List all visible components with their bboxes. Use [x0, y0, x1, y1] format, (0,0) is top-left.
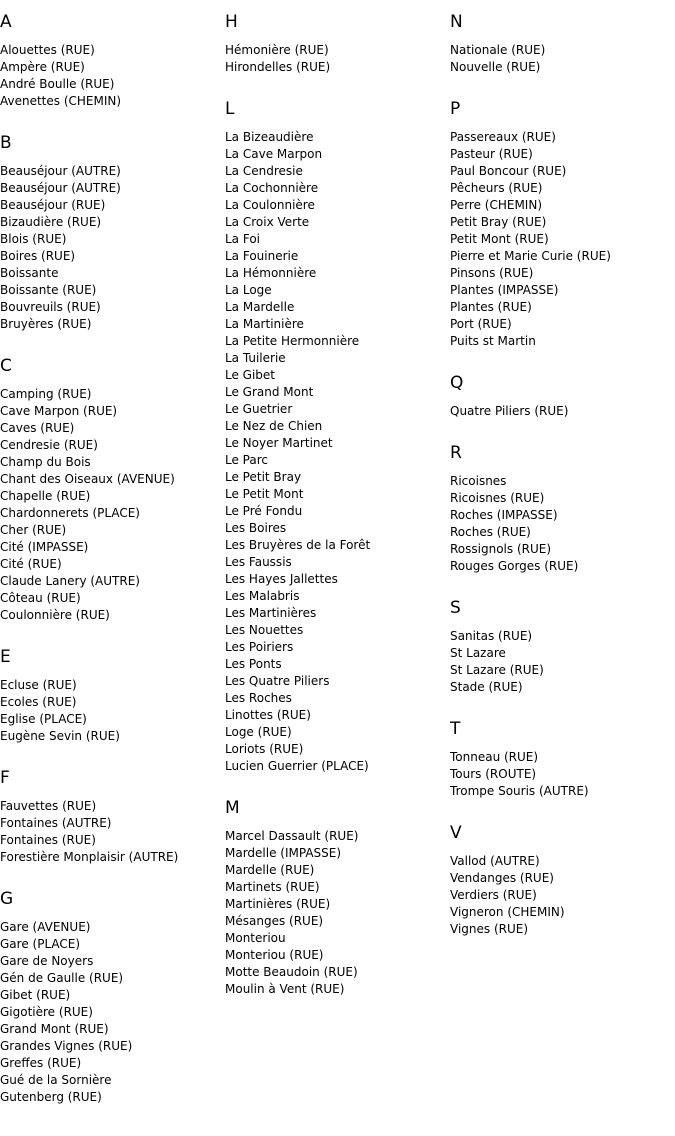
street-name: Cité (IMPASSE): [0, 540, 89, 554]
street-name: Vallod (AUTRE): [450, 854, 540, 868]
street-name: Les Faussis: [225, 555, 292, 569]
street-name: Coulonnière (RUE): [0, 608, 110, 622]
street-name: Beauséjour (RUE): [0, 198, 106, 212]
section-letter-heading: R: [450, 443, 462, 463]
street-name: Petit Bray (RUE): [450, 215, 547, 229]
street-name: Gén de Gaulle (RUE): [0, 971, 124, 985]
street-name: Chapelle (RUE): [0, 489, 91, 503]
section-letter-heading: V: [450, 823, 462, 843]
street-name: Vendanges (RUE): [450, 871, 554, 885]
street-name: La Martinière: [225, 317, 304, 331]
street-name: La Fouinerie: [225, 249, 299, 263]
section-letter-heading: S: [450, 598, 461, 618]
street-name: Pêcheurs (RUE): [450, 181, 543, 195]
street-name: Ecoles (RUE): [0, 695, 77, 709]
section-letter-heading: T: [450, 719, 461, 739]
index-column-1: [0, 0, 225, 1129]
street-name: Linottes (RUE): [225, 708, 311, 722]
section-letter-heading: C: [0, 356, 12, 376]
street-name: Quatre Piliers (RUE): [450, 404, 569, 418]
street-name: Camping (RUE): [0, 387, 92, 401]
section-letter-heading: E: [0, 647, 11, 667]
section-letter-heading: L: [225, 99, 235, 119]
street-name: Fauvettes (RUE): [0, 799, 97, 813]
street-name: La Croix Verte: [225, 215, 310, 229]
street-name: Hirondelles (RUE): [225, 60, 331, 74]
street-name: Gutenberg (RUE): [0, 1090, 102, 1104]
street-name: Les Bruyères de la Forêt: [225, 538, 371, 552]
street-list: [450, 628, 675, 696]
street-name: Vigneron (CHEMIN): [450, 905, 565, 919]
street-name: Bruyères (RUE): [0, 317, 92, 331]
street-name: Gare (PLACE): [0, 937, 81, 951]
street-list: [450, 473, 675, 575]
street-name: Gibet (RUE): [0, 988, 71, 1002]
street-name: Mardelle (RUE): [225, 863, 315, 877]
street-name: Ampère (RUE): [0, 60, 85, 74]
street-name: Fontaines (RUE): [0, 833, 96, 847]
street-name: Claude Lanery (AUTRE): [0, 574, 140, 588]
street-name: Passereaux (RUE): [450, 130, 556, 144]
street-name: Martinières (RUE): [225, 897, 331, 911]
street-name: Cave Marpon (RUE): [0, 404, 118, 418]
street-name: André Boulle (RUE): [0, 77, 115, 91]
section-letter-heading: H: [225, 12, 238, 32]
street-name: Stade (RUE): [450, 680, 523, 694]
street-list: [0, 677, 225, 745]
street-name: Paul Boncour (RUE): [450, 164, 567, 178]
street-name: Les Quatre Piliers: [225, 674, 330, 688]
street-name: La Tuilerie: [225, 351, 286, 365]
street-name: Pasteur (RUE): [450, 147, 533, 161]
street-name: Ricoisnes (RUE): [450, 491, 545, 505]
street-name: La Bizeaudière: [225, 130, 314, 144]
street-name: La Cave Marpon: [225, 147, 323, 161]
index-column-3: [450, 0, 675, 961]
street-name: Rossignols (RUE): [450, 542, 552, 556]
street-list: [450, 749, 675, 800]
street-name: Champ du Bois: [0, 455, 91, 469]
street-name: Moulin à Vent (RUE): [225, 982, 345, 996]
street-name: Tours (ROUTE): [450, 767, 537, 781]
letter-section-a: [0, 12, 225, 110]
letter-section-h: [225, 12, 450, 76]
street-name: Ecluse (RUE): [0, 678, 77, 692]
street-name: Loge (RUE): [225, 725, 292, 739]
street-name: Gué de la Sornière: [0, 1073, 112, 1087]
street-name: Les Poiriers: [225, 640, 294, 654]
street-name: Marcel Dassault (RUE): [225, 829, 359, 843]
street-name: Les Hayes Jallettes: [225, 572, 338, 586]
street-name: Les Malabris: [225, 589, 300, 603]
street-name: Blois (RUE): [0, 232, 67, 246]
letter-section-m: [225, 798, 450, 998]
section-letter-heading: F: [0, 768, 10, 788]
street-name: Sanitas (RUE): [450, 629, 533, 643]
street-list: [225, 129, 450, 775]
street-name: Caves (RUE): [0, 421, 75, 435]
street-name: La Foi: [225, 232, 261, 246]
street-name: Martinets (RUE): [225, 880, 320, 894]
street-name: Lucien Guerrier (PLACE): [225, 759, 369, 773]
street-list: [450, 403, 675, 420]
letter-section-b: [0, 133, 225, 333]
street-name: La Coulonnière: [225, 198, 315, 212]
street-name: Le Noyer Martinet: [225, 436, 333, 450]
street-name: Perre (CHEMIN): [450, 198, 542, 212]
street-name: Roches (RUE): [450, 525, 531, 539]
street-name: La Mardelle: [225, 300, 295, 314]
letter-section-v: [450, 823, 675, 938]
street-name: Le Petit Mont: [225, 487, 304, 501]
street-name: Alouettes (RUE): [0, 43, 95, 57]
street-name: Puits st Martin: [450, 334, 536, 348]
index-column-2: [225, 0, 450, 1021]
street-name: Beauséjour (AUTRE): [0, 181, 121, 195]
street-name: Tonneau (RUE): [450, 750, 539, 764]
street-name: Monteriou: [225, 931, 286, 945]
letter-section-l: [225, 99, 450, 775]
street-name: St Lazare: [450, 646, 506, 660]
street-name: La Loge: [225, 283, 272, 297]
section-letter-heading: G: [0, 889, 14, 909]
street-name: Boires (RUE): [0, 249, 76, 263]
street-name: Cher (RUE): [0, 523, 67, 537]
street-name: Bouvreuils (RUE): [0, 300, 101, 314]
section-letter-heading: N: [450, 12, 463, 32]
street-list: [0, 42, 225, 110]
street-name: Port (RUE): [450, 317, 512, 331]
street-name: Rouges Gorges (RUE): [450, 559, 579, 573]
street-name: Trompe Souris (AUTRE): [450, 784, 589, 798]
street-name: Cité (RUE): [0, 557, 62, 571]
street-name: Mardelle (IMPASSE): [225, 846, 342, 860]
street-name: Roches (IMPASSE): [450, 508, 558, 522]
street-name: Les Ponts: [225, 657, 282, 671]
street-name: Greffes (RUE): [0, 1056, 82, 1070]
letter-section-p: [450, 99, 675, 350]
letter-section-g: [0, 889, 225, 1106]
street-list: [0, 386, 225, 624]
street-name: Les Boires: [225, 521, 287, 535]
street-name: Eglise (PLACE): [0, 712, 87, 726]
street-name: Nouvelle (RUE): [450, 60, 541, 74]
street-list: [0, 919, 225, 1106]
street-list: [450, 129, 675, 350]
street-name: Ricoisnes: [450, 474, 507, 488]
street-name: Côteau (RUE): [0, 591, 81, 605]
street-name: Cendresie (RUE): [0, 438, 98, 452]
section-letter-heading: A: [0, 12, 12, 32]
street-list: [450, 853, 675, 938]
street-name: Les Nouettes: [225, 623, 304, 637]
street-list: [0, 163, 225, 333]
letter-section-n: [450, 12, 675, 76]
street-name: Pinsons (RUE): [450, 266, 534, 280]
street-name: Le Nez de Chien: [225, 419, 323, 433]
street-name: Monteriou (RUE): [225, 948, 324, 962]
letter-section-s: [450, 598, 675, 696]
street-name: Petit Mont (RUE): [450, 232, 549, 246]
street-name: Gare de Noyers: [0, 954, 94, 968]
street-name: Beauséjour (AUTRE): [0, 164, 121, 178]
letter-section-c: [0, 356, 225, 624]
street-name: Le Gibet: [225, 368, 276, 382]
street-name: Le Grand Mont: [225, 385, 314, 399]
section-letter-heading: M: [225, 798, 240, 818]
street-name: Chardonnerets (PLACE): [0, 506, 140, 520]
letter-section-e: [0, 647, 225, 745]
street-name: La Hémonnière: [225, 266, 317, 280]
street-name: Forestière Monplaisir (AUTRE): [0, 850, 179, 864]
street-name: Boissante: [0, 266, 59, 280]
section-letter-heading: P: [450, 99, 461, 119]
street-name: Loriots (RUE): [225, 742, 304, 756]
street-name: Plantes (RUE): [450, 300, 532, 314]
street-name: Gigotière (RUE): [0, 1005, 93, 1019]
street-list: [225, 828, 450, 998]
street-name: Les Martinières: [225, 606, 317, 620]
street-name: Plantes (IMPASSE): [450, 283, 559, 297]
street-name: Hémonière (RUE): [225, 43, 329, 57]
letter-section-t: [450, 719, 675, 800]
street-list: [225, 42, 450, 76]
street-name: Les Roches: [225, 691, 292, 705]
street-name: Le Pré Fondu: [225, 504, 303, 518]
street-name: Fontaines (AUTRE): [0, 816, 112, 830]
street-name: Motte Beaudoin (RUE): [225, 965, 358, 979]
street-name: Nationale (RUE): [450, 43, 546, 57]
letter-section-f: [0, 768, 225, 866]
street-name: Mésanges (RUE): [225, 914, 324, 928]
street-name: Le Petit Bray: [225, 470, 302, 484]
street-name: La Petite Hermonnière: [225, 334, 360, 348]
street-name: La Cendresie: [225, 164, 303, 178]
street-name: St Lazare (RUE): [450, 663, 544, 677]
letter-section-r: [450, 443, 675, 575]
street-name: Pierre et Marie Curie (RUE): [450, 249, 611, 263]
street-name: Chant des Oiseaux (AVENUE): [0, 472, 175, 486]
street-name: Vignes (RUE): [450, 922, 529, 936]
street-list: [0, 798, 225, 866]
street-name: Avenettes (CHEMIN): [0, 94, 122, 108]
street-name: Le Parc: [225, 453, 268, 467]
street-name: Grand Mont (RUE): [0, 1022, 109, 1036]
street-name: Boissante (RUE): [0, 283, 97, 297]
street-name: Le Guetrier: [225, 402, 293, 416]
street-name: Bizaudière (RUE): [0, 215, 102, 229]
street-name: La Cochonnière: [225, 181, 319, 195]
street-list: [450, 42, 675, 76]
street-name: Eugène Sevin (RUE): [0, 729, 120, 743]
street-name: Gare (AVENUE): [0, 920, 91, 934]
street-name: Grandes Vignes (RUE): [0, 1039, 133, 1053]
section-letter-heading: B: [0, 133, 12, 153]
section-letter-heading: Q: [450, 373, 464, 393]
letter-section-q: [450, 373, 675, 420]
street-name: Verdiers (RUE): [450, 888, 537, 902]
